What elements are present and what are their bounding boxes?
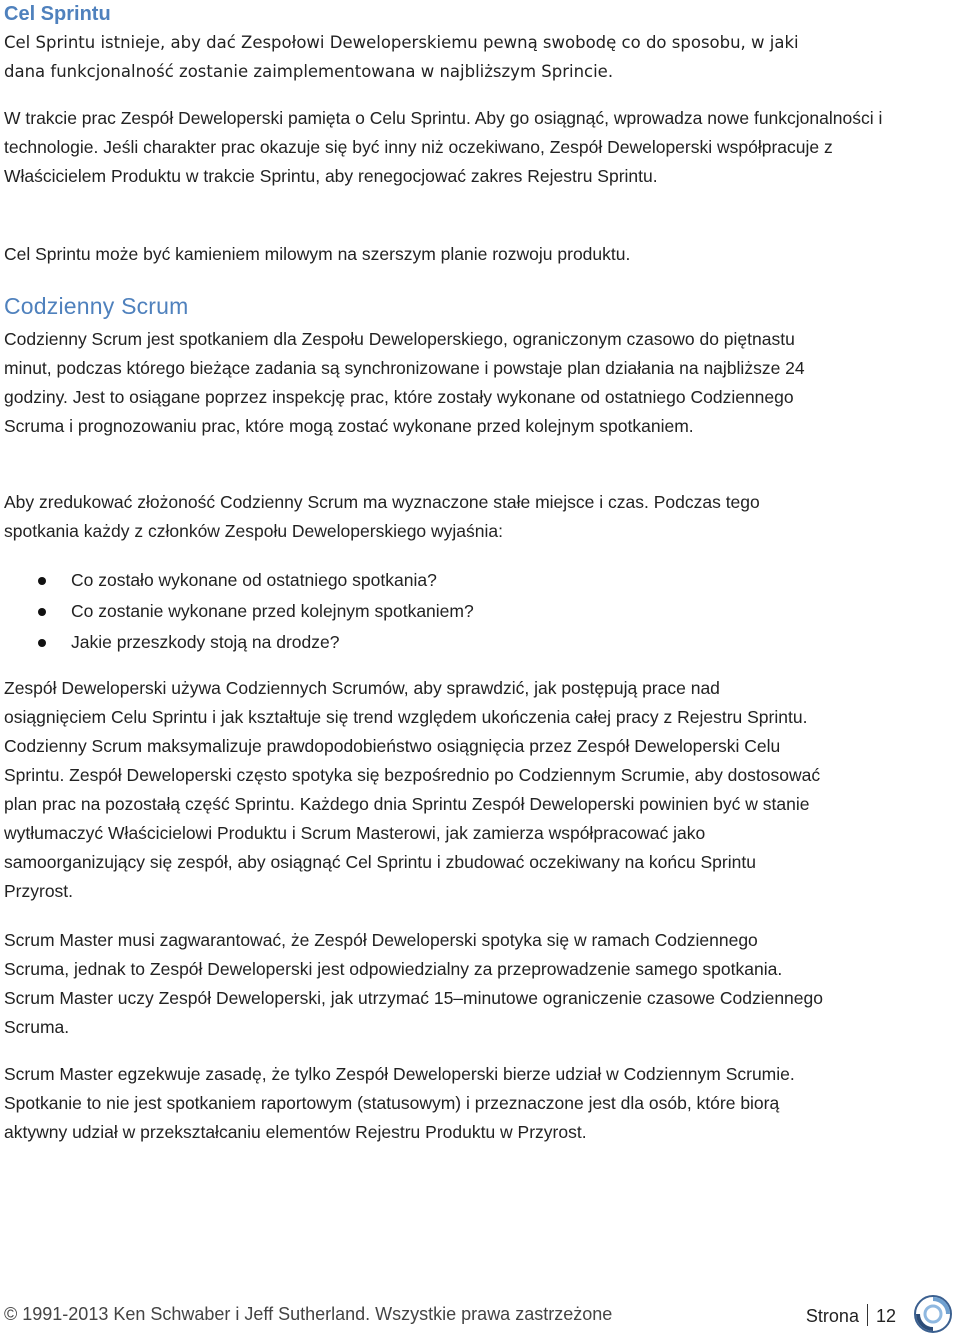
- page-number: 12: [875, 1306, 896, 1326]
- section-heading-daily-scrum: Codzienny Scrum: [4, 293, 189, 319]
- paragraph: Scrum Master musi zagwarantować, że Zespół Deweloperski spotyka się w ramach Codziennego Scruma, jednak to Zespół Deweloperski jest odpowiedzialny za przeprowadzenie samego spotkania. Scrum Master uczy Zespół Deweloperski, jak utrzymać 15–minutowe ograniczenie czasowe Codziennego Scruma.: [4, 930, 823, 1037]
- copyright-notice: © 1991-2013 Ken Schwaber i Jeff Sutherland. Wszystkie prawa zastrzeżone: [4, 1304, 613, 1324]
- list-item: Co zostało wykonane od ostatniego spotkania?: [4, 565, 904, 596]
- page-footer: [4, 1301, 954, 1331]
- paragraph: Aby zredukować złożoność Codzienny Scrum ma wyznaczone stałe miejsce i czas. Podczas tego spotkania każdy z członków Zespołu Deweloperskiego wyjaśnia:: [4, 492, 760, 541]
- paragraph: Zespół Deweloperski używa Codziennych Scrumów, aby sprawdzić, jak postępują prace nad osiągnięciem Celu Sprintu i jak kształtuje się trend względem ukończenia całej pracy z Rejestru Sprintu. Codzienny Scrum maksymalizuje prawdopodobieństwo osiągnięcia przez Zespół Deweloperski Celu Sprintu. Zespół Deweloperski często spotyka się bezpośrednio po Codziennym Scrumie, aby dostosować plan prac na pozostałą część Sprintu. Każdego dnia Sprintu Zespół Deweloperski powinien być w stanie wytłumaczyć Właścicielowi Produktu i Scrum Masterowi, jak zamierza współpracować jako samoorganizujący się zespół, aby osiągnąć Cel Sprintu i zbudować oczekiwany na końcu Sprintu Przyrost.: [4, 678, 821, 901]
- bullet-list: [4, 565, 904, 658]
- section-heading-sprint-goal: Cel Sprintu: [4, 3, 111, 25]
- scrum-logo-icon: [912, 1293, 954, 1335]
- page-number-label: Strona 12: [805, 1306, 896, 1326]
- paragraph: W trakcie prac Zespół Deweloperski pamięta o Celu Sprintu. Aby go osiągnąć, wprowadza nowe funkcjonalności i technologie. Jeśli charakter prac okazuje się być inny niż oczekiwano, Zespół Deweloperski współpracuje z Właścicielem Produktu w trakcie Sprintu, aby renegocjować zakres Rejestru Sprintu.: [4, 108, 883, 186]
- list-item: Co zostanie wykonane przed kolejnym spotkaniem?: [4, 596, 904, 627]
- list-item: Jakie przeszkody stoją na drodze?: [4, 627, 904, 658]
- bullet-icon: [38, 608, 46, 616]
- paragraph: Scrum Master egzekwuje zasadę, że tylko Zespół Deweloperski bierze udział w Codziennym Scrumie. Spotkanie to nie jest spotkaniem raportowym (statusowym) i przeznaczone jest dla osób, które biorą aktywny udział w przekształcaniu elementów Rejestru Produktu w Przyrost.: [4, 1064, 795, 1142]
- bullet-icon: [38, 639, 46, 647]
- paragraph: Cel Sprintu może być kamieniem milowym na szerszym planie rozwoju produktu.: [4, 244, 631, 264]
- paragraph: Codzienny Scrum jest spotkaniem dla Zespołu Deweloperskiego, ograniczonym czasowo do piętnastu minut, podczas którego bieżące zadania są synchronizowane i powstaje plan działania na najbliższe 24 godziny. Jest to osiągane poprzez inspekcję prac, które zostały wykonane od ostatniego Codziennego Scruma i prognozowaniu prac, które mogą zostać wykonane przed kolejnym spotkaniem.: [4, 329, 805, 436]
- bullet-icon: [38, 577, 46, 585]
- paragraph: Cel Sprintu istnieje, aby dać Zespołowi Deweloperskiemu pewną swobodę co do sposobu, w jaki dana funkcjonalność zostanie zaimplementowana w najbliższym Sprincie.: [4, 33, 799, 81]
- divider: [867, 1304, 868, 1326]
